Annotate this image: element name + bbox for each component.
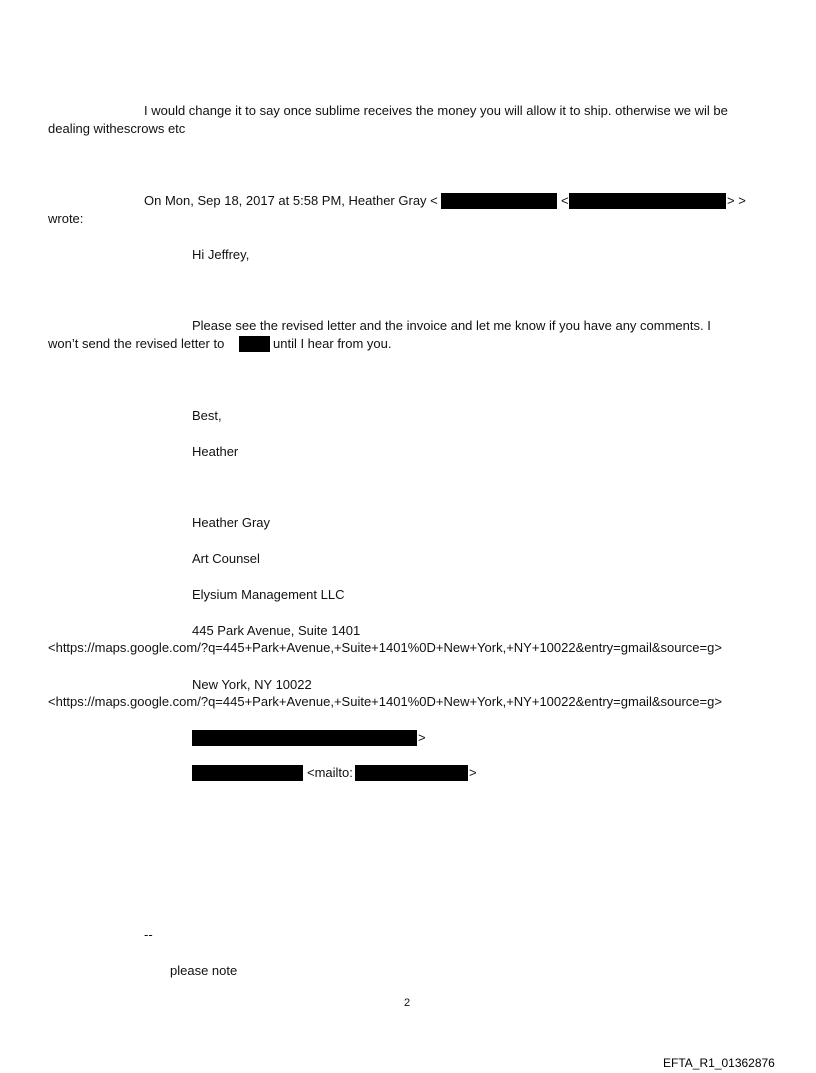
- signature-address-1: 445 Park Avenue, Suite 1401: [192, 623, 361, 638]
- quoted-body-line-1: Please see the revised letter and the invoice and let me know if you have any comments. I: [192, 318, 711, 333]
- redaction-signature-email: [192, 765, 303, 781]
- signature-mailto-prefix: <mailto:: [307, 765, 353, 780]
- quoted-first-name: Heather: [192, 444, 239, 459]
- signature-redacted-line-suffix: >: [418, 730, 426, 745]
- quoted-closing: Best,: [192, 408, 222, 423]
- redaction-email-2: [569, 193, 726, 209]
- page-number: 2: [404, 997, 411, 1009]
- quote-header-suffix: > >: [727, 193, 746, 208]
- signature-address-1-link: <https://maps.google.com/?q=445+Park+Avenue,+Suite+1401%0D+New+York,+NY+10022&entry=gmail&source=g>: [48, 640, 722, 655]
- trailer-dashes: --: [144, 927, 153, 942]
- redaction-email-1: [441, 193, 557, 209]
- redaction-signature-line: [192, 730, 417, 746]
- quoted-greeting: Hi Jeffrey,: [192, 247, 250, 262]
- signature-company: Elysium Management LLC: [192, 587, 345, 602]
- signature-title: Art Counsel: [192, 551, 260, 566]
- quoted-body-line-2a: won’t send the revised letter to: [48, 336, 225, 351]
- reply-line-2: dealing withescrows etc: [48, 121, 186, 136]
- redaction-recipient: [239, 336, 270, 352]
- quote-header-wrote: wrote:: [48, 211, 84, 226]
- quoted-body-line-2b: until I hear from you.: [273, 336, 392, 351]
- redaction-mailto-address: [355, 765, 468, 781]
- quote-header-prefix: On Mon, Sep 18, 2017 at 5:58 PM, Heather Gray <: [144, 193, 438, 208]
- trailer-note: please note: [170, 963, 238, 978]
- signature-name: Heather Gray: [192, 515, 271, 530]
- signature-address-2: New York, NY 10022: [192, 677, 312, 692]
- signature-mailto-suffix: >: [469, 765, 477, 780]
- bates-id: EFTA_R1_01362876: [663, 1056, 775, 1070]
- quote-header-mid: <: [561, 193, 569, 208]
- reply-line-1: I would change it to say once sublime receives the money you will allow it to ship. otherwise we wil be: [144, 103, 728, 118]
- signature-address-2-link: <https://maps.google.com/?q=445+Park+Avenue,+Suite+1401%0D+New+York,+NY+10022&entry=gmail&source=g>: [48, 694, 722, 709]
